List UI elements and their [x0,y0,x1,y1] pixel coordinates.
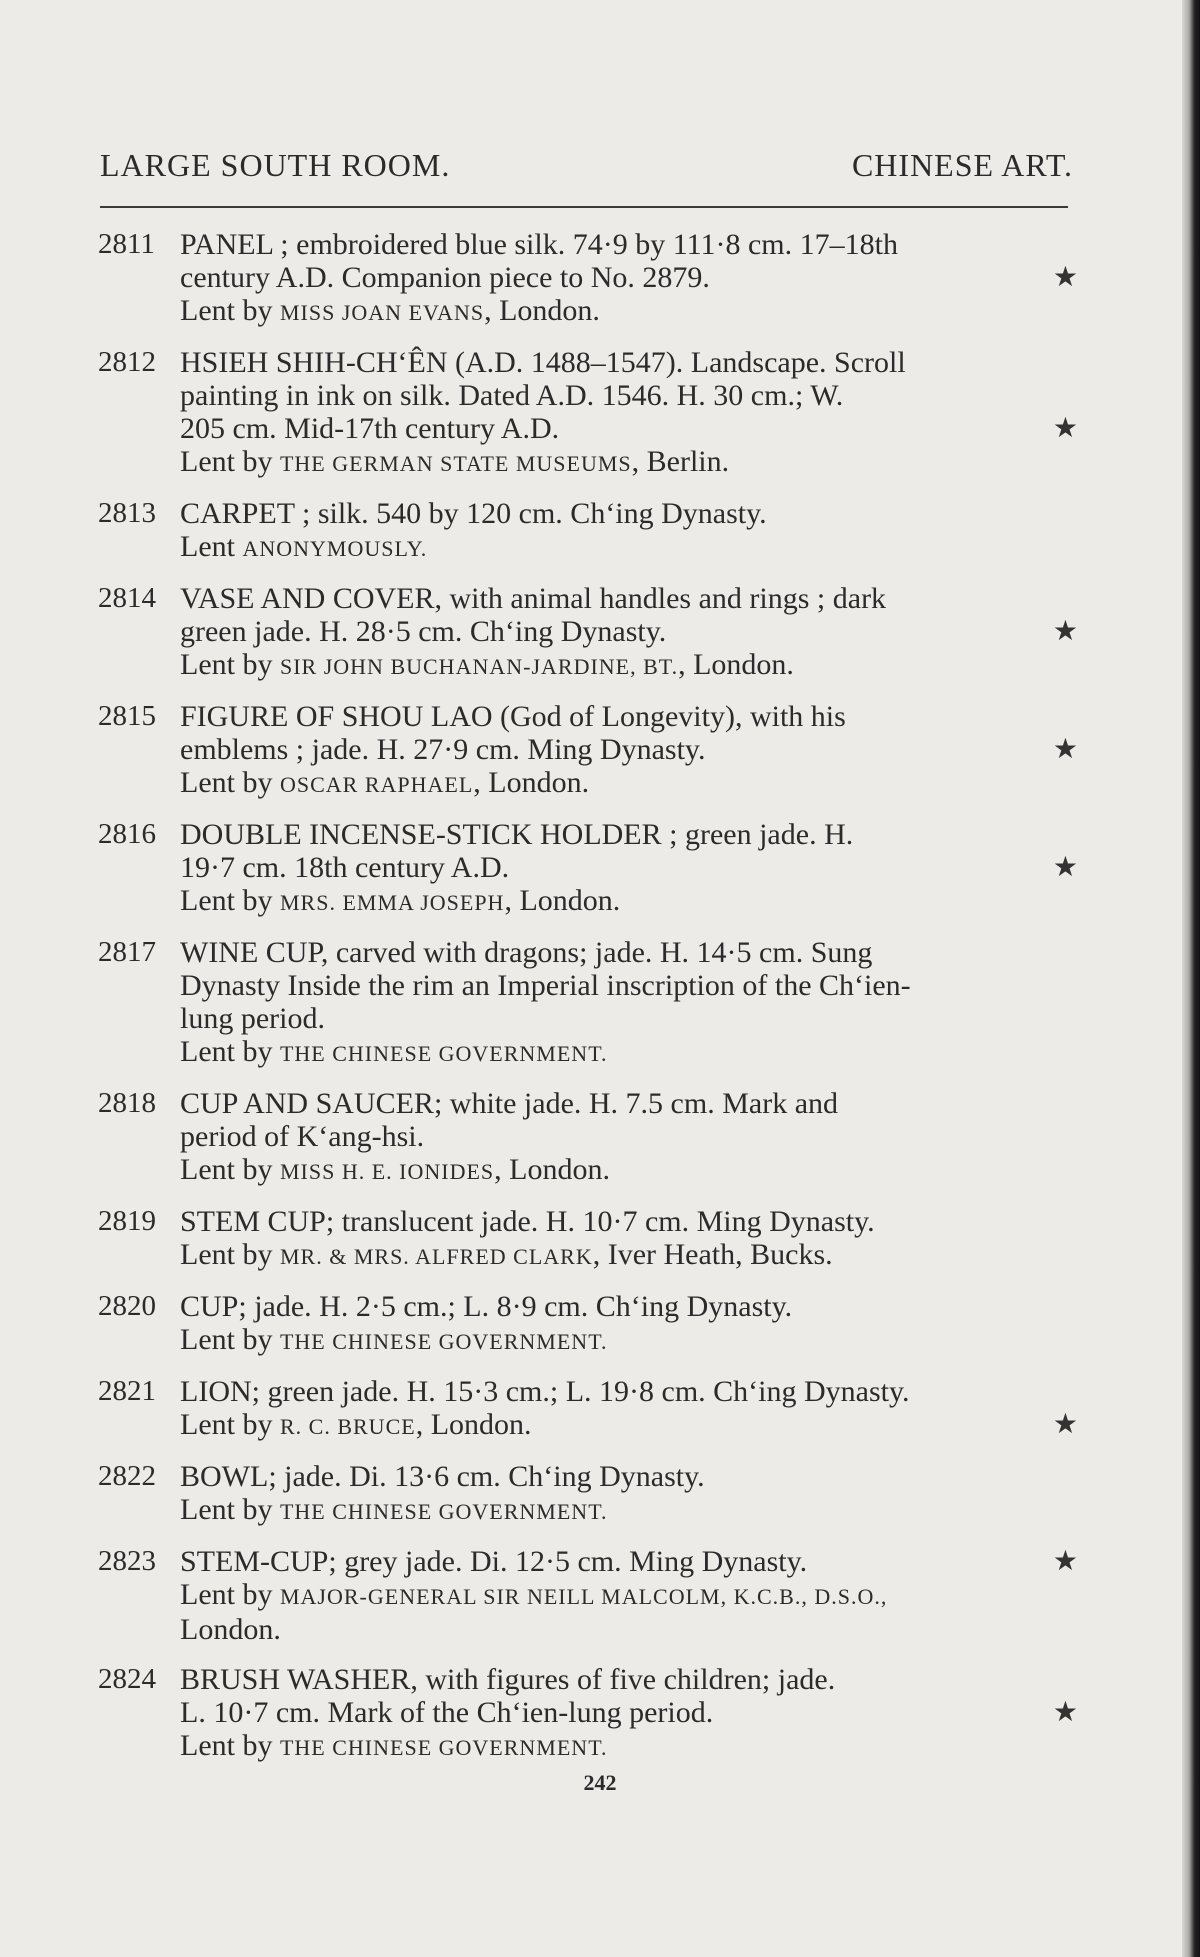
entry-number: 2813 [98,497,156,529]
description-text: STEM CUP; translucent jade. H. 10·7 cm. Ming Dynasty. [180,1205,875,1238]
lender-suffix: , London. [678,648,794,681]
description-text: VASE AND COVER, with animal handles and rings ; dark [180,582,887,615]
lender-credit [180,1153,610,1188]
entry-description-line [180,1460,1078,1493]
entry-description-line [180,969,1078,1002]
entry-description-line [180,733,1078,766]
entry-number: 2812 [98,346,156,378]
description-text: lung period. [180,1002,325,1035]
description-text: CUP AND SAUCER; white jade. H. 7.5 cm. Mark and [180,1087,839,1120]
lender-prefix: Lent by [180,1153,273,1186]
description-text: STEM-CUP; grey jade. Di. 12·5 cm. Ming Dynasty. [180,1545,808,1578]
lender-credit [180,1035,608,1070]
entry-description-line [180,582,1078,615]
catalogue-entry [98,1375,1078,1443]
description-text: 19·7 cm. 18th century A.D. [180,851,510,884]
header-section: CHINESE ART. [851,147,1073,183]
entry-description-line [180,818,1078,851]
lender-name: MISS H. E. IONIDES [279,1159,495,1184]
lender-prefix: Lent [180,530,235,563]
entry-description-line [180,700,1078,733]
lender-name: THE CHINESE GOVERNMENT. [279,1329,608,1354]
lender-prefix: Lent by [180,1323,273,1356]
description-text: PANEL ; embroidered blue silk. 74·9 by 111·8 cm. 17–18th [180,228,898,261]
lender-line [180,1035,1078,1070]
catalogue-entry [98,936,1078,1070]
lender-line [180,1408,1078,1443]
lender-credit [180,530,427,565]
entry-description-line [180,1375,1078,1408]
lender-line [180,884,1078,919]
lender-name: R. C. BRUCE [279,1414,416,1439]
page-number: 242 [583,1770,617,1795]
lender-line [180,1323,1078,1358]
lender-prefix: Lent by [180,445,273,478]
lender-line [180,766,1078,801]
header-room: LARGE SOUTH ROOM. [100,147,451,183]
lender-line [180,294,1078,329]
entry-description-line [180,936,1078,969]
lender-prefix: Lent by [180,1408,273,1441]
lender-suffix: , London. [504,884,621,917]
description-text: CARPET ; silk. 540 by 120 cm. Ch‘ing Dynasty. [180,497,767,530]
catalogue-entry [98,700,1078,801]
lender-credit [180,1323,608,1358]
lender-prefix: Lent by [180,1729,273,1762]
entry-description-line [180,497,1078,530]
lender-line-continued [180,1613,1078,1646]
entry-body [180,497,1078,565]
entry-description-line [180,851,1078,884]
lender-prefix: Lent by [180,294,273,327]
lender-credit [180,294,600,329]
catalogue-entry [98,497,1078,565]
description-text: century A.D. Companion piece to No. 2879. [180,261,710,294]
entry-number: 2824 [98,1663,156,1695]
running-header [100,147,1073,184]
catalogue-entries [98,228,1078,1781]
entry-body [180,1087,1078,1188]
lender-prefix: Lent by [180,884,273,917]
catalogue-entry [98,1545,1078,1646]
entry-number: 2811 [98,228,155,260]
entry-body [180,700,1078,801]
lender-credit [180,445,729,480]
entry-number: 2820 [98,1290,156,1322]
entry-body [180,346,1078,480]
lender-credit [180,648,794,683]
entry-number: 2823 [98,1545,156,1577]
catalogue-entry [98,1290,1078,1358]
lender-line [180,1153,1078,1188]
lender-prefix: Lent by [180,1493,273,1526]
entry-body [180,936,1078,1070]
entry-number: 2819 [98,1205,156,1237]
description-text: painting in ink on silk. Dated A.D. 1546. H. 30 cm.; W. [180,379,844,412]
entry-number: 2814 [98,582,156,614]
entry-body [180,582,1078,683]
lender-name: THE GERMAN STATE MUSEUMS [279,451,632,476]
lender-credit [180,1493,608,1528]
catalogue-entry [98,818,1078,919]
entry-description-line [180,412,1078,445]
description-text: CUP; jade. H. 2·5 cm.; L. 8·9 cm. Ch‘ing Dynasty. [180,1290,793,1323]
entry-number: 2818 [98,1087,156,1119]
star-icon: ★ [1052,616,1078,647]
description-text: emblems ; jade. H. 27·9 cm. Ming Dynasty. [180,733,706,766]
entry-description-line [180,1002,1078,1035]
catalogue-entry [98,1205,1078,1273]
catalogue-entry [98,1663,1078,1764]
description-text: BOWL; jade. Di. 13·6 cm. Ch‘ing Dynasty. [180,1460,705,1493]
entry-body [180,818,1078,919]
lender-prefix: Lent by [180,766,273,799]
lender-name: MISS JOAN EVANS [279,300,485,325]
lender-credit [180,1408,532,1443]
catalogue-entry [98,346,1078,480]
lender-line [180,1238,1078,1273]
catalogue-entry [98,228,1078,329]
lender-extra: London. [180,1613,281,1646]
entry-number: 2821 [98,1375,156,1407]
star-icon: ★ [1052,262,1078,293]
lender-line [180,1729,1078,1764]
page-edge [1182,0,1200,1957]
star-icon: ★ [1052,734,1078,765]
description-text: HSIEH SHIH-CH‘ÊN (A.D. 1488–1547). Landscape. Scroll [180,346,906,379]
lender-prefix: Lent by [180,1035,273,1068]
lender-name: SIR JOHN BUCHANAN-JARDINE, BT. [279,654,679,679]
description-text: Dynasty Inside the rim an Imperial inscription of the Ch‘ien- [180,969,911,1002]
description-text: LION; green jade. H. 15·3 cm.; L. 19·8 cm. Ch‘ing Dynasty. [180,1375,910,1408]
lender-suffix: , Berlin. [631,445,730,478]
lender-line [180,1493,1078,1528]
lender-name: MRS. EMMA JOSEPH [279,890,505,915]
entry-description-line [180,228,1078,261]
entry-description-line [180,1545,1078,1578]
entry-description-line [180,379,1078,412]
entry-description-line [180,1663,1078,1696]
description-text: FIGURE OF SHOU LAO (God of Longevity), with his [180,700,846,733]
description-text: BRUSH WASHER, with figures of five children; jade. [180,1663,836,1696]
entry-description-line [180,1205,1078,1238]
star-icon: ★ [1052,1409,1078,1440]
star-icon: ★ [1052,852,1078,883]
description-text: WINE CUP, carved with dragons; jade. H. 14·5 cm. Sung [180,936,873,969]
lender-name: THE CHINESE GOVERNMENT. [279,1499,608,1524]
lender-name: THE CHINESE GOVERNMENT. [279,1041,608,1066]
lender-prefix: Lent by [180,1238,273,1271]
description-text: L. 10·7 cm. Mark of the Ch‘ien-lung period. [180,1696,714,1729]
header-rule [100,206,1068,208]
lender-credit [180,766,589,801]
lender-credit [180,1729,608,1764]
entry-description-line [180,1087,1078,1120]
description-text: 205 cm. Mid-17th century A.D. [180,412,560,445]
catalogue-entry [98,582,1078,683]
catalogue-entry [98,1460,1078,1528]
entry-description-line [180,261,1078,294]
star-icon: ★ [1052,1697,1078,1728]
lender-line [180,1578,1078,1613]
entry-number: 2822 [98,1460,156,1492]
lender-credit [180,1238,833,1273]
entry-body [180,1290,1078,1358]
entry-body [180,1545,1078,1646]
lender-name: ANONYMOUSLY. [242,536,428,561]
lender-name: MAJOR-GENERAL SIR NEILL MALCOLM, K.C.B., D.S.O., [279,1584,888,1609]
lender-name: MR. & MRS. ALFRED CLARK [279,1244,593,1269]
description-text: DOUBLE INCENSE-STICK HOLDER ; green jade. H. [180,818,854,851]
star-icon: ★ [1052,413,1078,444]
entry-number: 2815 [98,700,156,732]
lender-suffix: , London. [415,1408,532,1441]
lender-suffix: , London. [484,294,600,327]
lender-suffix: , London. [494,1153,610,1186]
lender-prefix: Lent by [180,1578,273,1611]
description-text: green jade. H. 28·5 cm. Ch‘ing Dynasty. [180,615,667,648]
lender-suffix: , Iver Heath, Bucks. [592,1238,833,1271]
entry-description-line [180,1120,1078,1153]
description-text: period of K‘ang-hsi. [180,1120,425,1153]
entry-body [180,1205,1078,1273]
entry-description-line [180,346,1078,379]
entry-number: 2817 [98,936,156,968]
lender-line [180,530,1078,565]
entry-body [180,1663,1078,1764]
entry-body [180,228,1078,329]
entry-number: 2816 [98,818,156,850]
lender-name: OSCAR RAPHAEL [279,772,474,797]
lender-suffix: , London. [473,766,590,799]
lender-line [180,648,1078,683]
entry-description-line [180,615,1078,648]
lender-credit [180,1578,887,1613]
entry-description-line [180,1290,1078,1323]
catalogue-entry [98,1087,1078,1188]
entry-body [180,1460,1078,1528]
entry-body [180,1375,1078,1443]
lender-line [180,445,1078,480]
entry-description-line [180,1696,1078,1729]
star-icon: ★ [1052,1546,1078,1577]
lender-credit [180,884,620,919]
lender-prefix: Lent by [180,648,273,681]
lender-name: THE CHINESE GOVERNMENT. [279,1735,608,1760]
